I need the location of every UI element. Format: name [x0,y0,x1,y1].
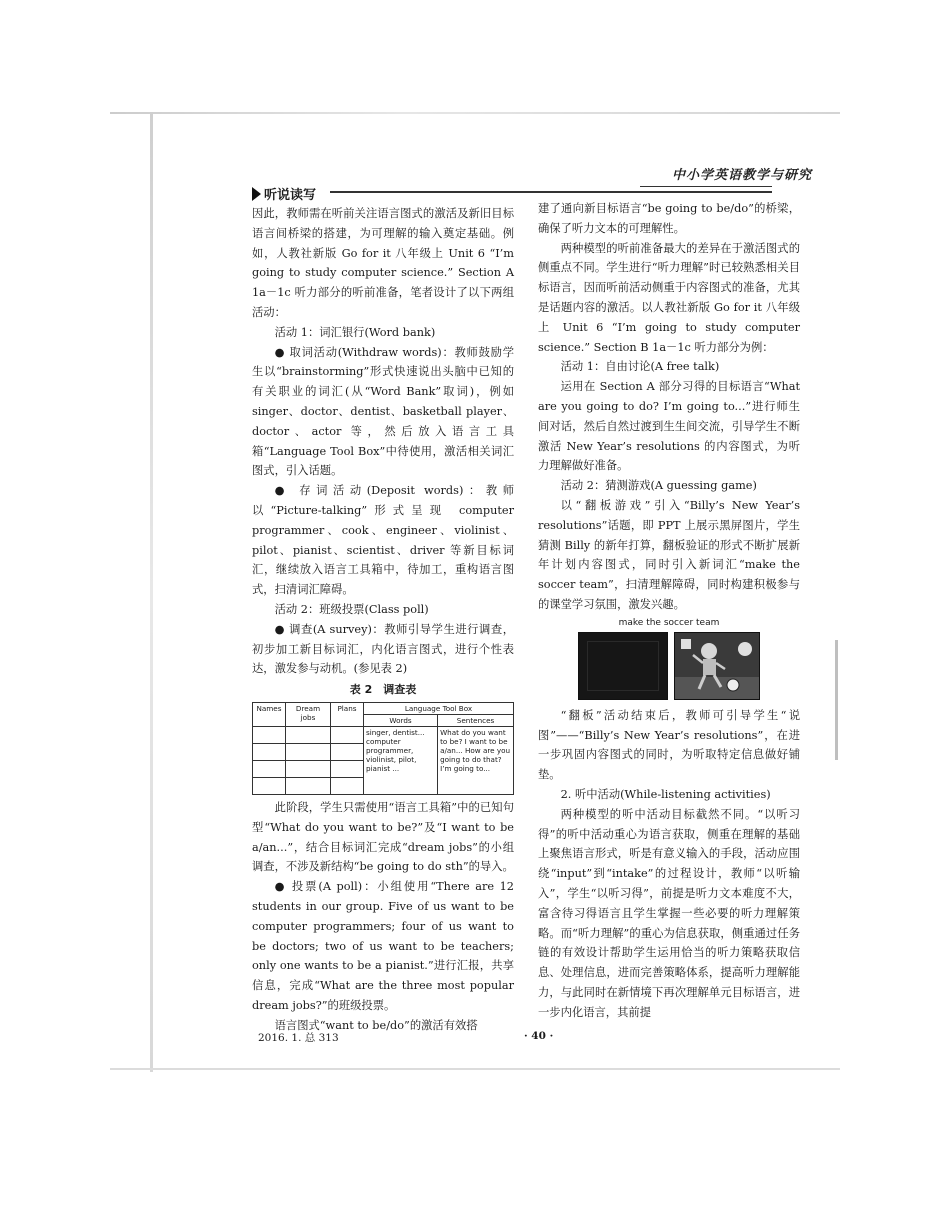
free-talk-heading: 活动 1：自由讨论(A free talk) [560,360,720,374]
scan-edge-left [150,112,153,1072]
deposit-words-bullet: ● 存词活动(Deposit words)：教师以“Picture-talking”形式呈现 computer programmer、cook、engineer、violinist、pilot、pianist、scientist、driver 等新目标词汇，继续放入语言工具箱中，待加工，重构语言图式，扫清词汇障碍。 [252,484,514,597]
right-paragraph-5: “翻板”活动结束后，教师可引导学生“说图”——“Billy’s New Year’s resolutions”，在进一步巩固内容图式的同时，为听取特定信息做好铺垫。 [538,708,800,782]
right-paragraph-1: 建了通向新目标语言“be going to be/do”的桥梁，确保了听力文本的可理解性。 [538,202,800,235]
left-paragraph-2: 此阶段，学生只需使用“语言工具箱”中的已知句型“What do you want to be?”及“I want to be a/an...”，结合目标词汇完成“dream jobs”的小组调查，不涉及新结构“be going to do sth”的导入。 [252,800,514,874]
table-cell-empty [253,760,286,777]
table-cell-words: singer, dentist... computer programmer, violinist, pilot, pianist ... [364,726,438,794]
activity-2-heading: 活动 2：班级投票(Class poll) [274,602,429,616]
while-listening-heading: 2. 听中活动(While-listening activities) [560,787,771,801]
table-caption: 表 2 调查表 [349,683,417,697]
header-rule [330,191,772,193]
issue-number: 2016. 1. 总 313 [258,1032,339,1044]
th-plans: Plans [331,702,364,726]
section-label: 听说读写 [264,188,317,203]
left-column [252,204,514,1035]
th-names: Names [253,702,286,726]
table-cell-empty [286,760,331,777]
triangle-marker-icon [252,187,261,201]
section-tag [252,184,316,203]
figure-caption: make the soccer team [618,617,720,628]
left-paragraph-1: 因此，教师需在听前关注语言图式的激活及新旧目标语言间桥梁的搭建，为可理解的输入奠定基础。例如，人教社新版 Go for it 八年级上 Unit 6 “I’m going to study computer science.” Section A 1a－1c 听力部分的听前准备，笔者设计了以下两组活动： [252,207,514,319]
guessing-game-heading: 活动 2：猜测游戏(A guessing game) [560,479,757,493]
table-cell-sentences: What do you want to be? I want to be a/an... How are you going to do that? I’m going to... [438,726,514,794]
right-paragraph-3: 运用在 Section A 部分习得的目标语言“What are you going to do? I’m going to...”进行师生间对话，然后自然过渡到生生间交流，引导学生不断激活 New Year’s resolutions 的内容图式，为听力理解做好准备。 [538,380,800,473]
table-cell-empty [253,743,286,760]
table-cell-empty [286,726,331,743]
th-words: Words [364,714,438,726]
table-cell-empty [331,726,364,743]
th-dream-jobs: Dream jobs [286,702,331,726]
right-column [538,199,800,1022]
page-number: · 40 · [524,1030,554,1042]
table-cell-empty [286,777,331,794]
th-language-tool-box: Language Tool Box [364,702,514,714]
figure-photos [538,632,800,698]
table-cell-empty [331,777,364,794]
right-paragraph-6: 两种模型的听中活动目标截然不同。“以听习得”的听中活动重心为语言获取，侧重在理解的基础上聚焦语言形式，听是有意义输入的手段，活动应围绕“input”到“intake”的过程设计，教师“以听输入”，学生“以听习得”，前提是听力文本难度不大，富含待习得语言且学生掌握一些必要的听力理解策略。而“听力理解”的重心为信息获取，侧重通过任务链的有效设计帮助学生运用恰当的听力策略获取信息、处理信息，进而完善策略体系，提高听力理解能力，与此同时在新情境下再次理解单元目标语言，进一步内化语言，其前提 [538,807,800,1019]
poll-bullet: ● 投票(A poll)：小组使用“There are 12 students in our group. Five of us want to be computer programmers; four of us want to be doctors; two of us want to be teachers; only one wants to be a pianist.”进行汇报，共享信息，完成“What are the three most popular dream jobs?”的班级投票。 [252,880,514,1012]
table-cell-empty [286,743,331,760]
survey-bullet: ● 调查(A survey)：教师引导学生进行调查，初步加工新目标词汇，内化语言图式，进行个性表达，激发参与动机。(参见表 2) [252,622,514,676]
soccer-player-icon [675,633,759,699]
scan-edge-bottom [110,1068,840,1070]
table-cell-empty [253,777,286,794]
right-paragraph-4: 以“翻板游戏”引入“Billy’s New Year’s resolutions”话题，即 PPT 上展示黑屏图片，学生猜测 Billy 的新年打算，翻板验证的形式不断扩展新年计划内容图式，同时引入新词汇“make the soccer team”，扫清理解障碍，同时构建积极参与的课堂学习氛围，激发兴趣。 [538,498,800,611]
left-paragraph-3: 语言图式“want to be/do”的激活有效搭 [274,1018,478,1032]
soccer-cartoon-photo [674,632,760,700]
black-screen-photo [578,632,668,700]
scan-edge-top [110,112,840,114]
survey-table [252,702,514,795]
right-paragraph-2: 两种模型的听前准备最大的差异在于激活图式的侧重点不同。学生进行“听力理解”时已较熟悉相关目标语言，因而听前活动侧重于内容图式的准备，尤其是话题内容的激活。以人教社新版 Go for it 八年级上 Unit 6 “I’m going to study computer science.” Section B 1a－1c 听力部分为例： [538,241,800,354]
th-sentences: Sentences [438,714,514,726]
activity-1-heading: 活动 1：词汇银行(Word bank) [274,325,436,339]
table-cell-empty [331,760,364,777]
table-cell-empty [253,726,286,743]
scan-edge-right [835,640,838,760]
journal-title: 中小学英语教学与研究 [672,168,813,183]
table-cell-empty [331,743,364,760]
journal-rule [640,186,772,187]
withdraw-words-bullet: ● 取词活动(Withdraw words)：教师鼓励学生以“brainstorming”形式快速说出头脑中已知的有关职业的词汇(从“Word Bank”取词)，例如 singer、doctor、dentist、basketball player、doctor、actor 等，然后放入语言工具箱“Language Tool Box”中待使用，激活相关词汇图式，引入话题。 [252,345,514,478]
